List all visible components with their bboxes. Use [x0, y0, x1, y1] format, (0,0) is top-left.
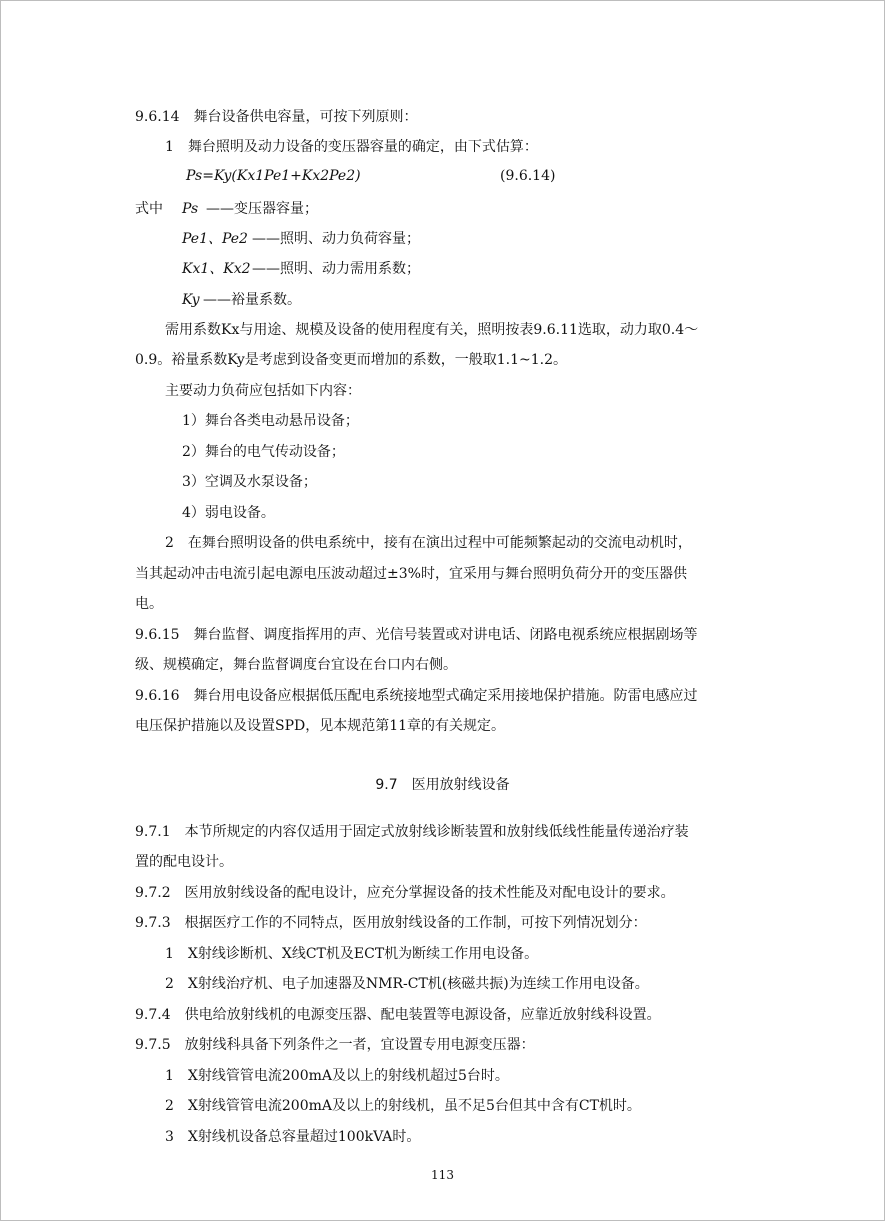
clause-item: 1 X射线诊断机、X线CT机及ECT机为断续工作用电设备。 — [165, 946, 539, 962]
list-item: 2）舞台的电气传动设备； — [182, 444, 345, 460]
symbol: Ps — [182, 201, 199, 217]
clause-item: 1 舞台照明及动力设备的变压器容量的确定，由下式估算： — [165, 139, 538, 155]
paragraph-line: 置的配电设计。 — [135, 854, 233, 870]
list-item: 3）空调及水泵设备； — [182, 474, 317, 490]
where-label: 式中 — [135, 201, 163, 217]
clause-item: 2 X射线治疗机、电子加速器及NMR-CT机(核磁共振)为连续工作用电设备。 — [165, 976, 649, 992]
clause-item: 3 X射线机设备总容量超过100kVA时。 — [165, 1129, 421, 1145]
symbol-desc: ——变压器容量； — [206, 201, 318, 217]
clause-9-6-14: 9.6.14 舞台设备供电容量，可按下列原则： — [135, 109, 418, 125]
paragraph-line: 需用系数Kx与用途、规模及设备的使用程度有关，照明按表9.6.11选取，动力取0.4～ — [165, 322, 699, 338]
symbol-desc: ——照明、动力负荷容量； — [252, 231, 420, 247]
clause-9-7-1: 9.7.1 本节所规定的内容仅适用于固定式放射线诊断装置和放射线低线性能量传递治疗装 — [135, 824, 689, 840]
paragraph-line: 电压保护措施以及设置SPD，见本规范第11章的有关规定。 — [135, 718, 506, 734]
paragraph-line: 电。 — [135, 596, 163, 612]
symbol-desc: ——照明、动力需用系数； — [252, 261, 420, 277]
page-number: 113 — [431, 1168, 454, 1182]
list-item: 1）舞台各类电动悬吊设备； — [182, 413, 359, 429]
clause-9-6-15: 9.6.15 舞台监督、调度指挥用的声、光信号装置或对讲电话、闭路电视系统应根据剧场等 — [135, 627, 698, 643]
paragraph-line: 2 在舞台照明设备的供电系统中，接有在演出过程中可能频繁起动的交流电动机时， — [165, 535, 692, 551]
formula: Ps=Ky(Kx1Pe1+Kx2Pe2) — [186, 168, 361, 184]
symbol: Kx1、Kx2 — [182, 261, 251, 277]
clause-item: 2 X射线管管电流200mA及以上的射线机，虽不足5台但其中含有CT机时。 — [165, 1098, 641, 1114]
clause-9-7-3: 9.7.3 根据医疗工作的不同特点，医用放射线设备的工作制，可按下列情况划分： — [135, 915, 647, 931]
paragraph-line: 级、规模确定，舞台监督调度台宜设在台口内右侧。 — [135, 657, 457, 673]
paragraph-line: 主要动力负荷应包括如下内容： — [165, 383, 361, 399]
clause-9-6-16: 9.6.16 舞台用电设备应根据低压配电系统接地型式确定采用接地保护措施。防雷电感应过 — [135, 688, 698, 704]
paragraph-line: 0.9。裕量系数Ky是考虑到设备变更而增加的系数，一般取1.1~1.2。 — [135, 352, 567, 368]
symbol: Ky — [182, 292, 200, 308]
clause-item: 1 X射线管管电流200mA及以上的射线机超过5台时。 — [165, 1068, 509, 1084]
section-heading: 9.7 医用放射线设备 — [375, 777, 510, 793]
paragraph-line: 当其起动冲击电流引起电源电压波动超过±3%时，宜采用与舞台照明负荷分开的变压器供 — [135, 566, 687, 582]
clause-9-7-5: 9.7.5 放射线科具备下列条件之一者，宜设置专用电源变压器： — [135, 1037, 535, 1053]
list-item: 4）弱电设备。 — [182, 505, 275, 521]
clause-9-7-4: 9.7.4 供电给放射线机的电源变压器、配电装置等电源设备，应靠近放射线科设置。 — [135, 1007, 661, 1023]
clause-9-7-2: 9.7.2 医用放射线设备的配电设计，应充分掌握设备的技术性能及对配电设计的要求。 — [135, 885, 675, 901]
formula-number: (9.6.14) — [500, 168, 556, 184]
symbol-desc: ——裕量系数。 — [203, 292, 301, 308]
symbol: Pe1、Pe2 — [182, 231, 248, 247]
